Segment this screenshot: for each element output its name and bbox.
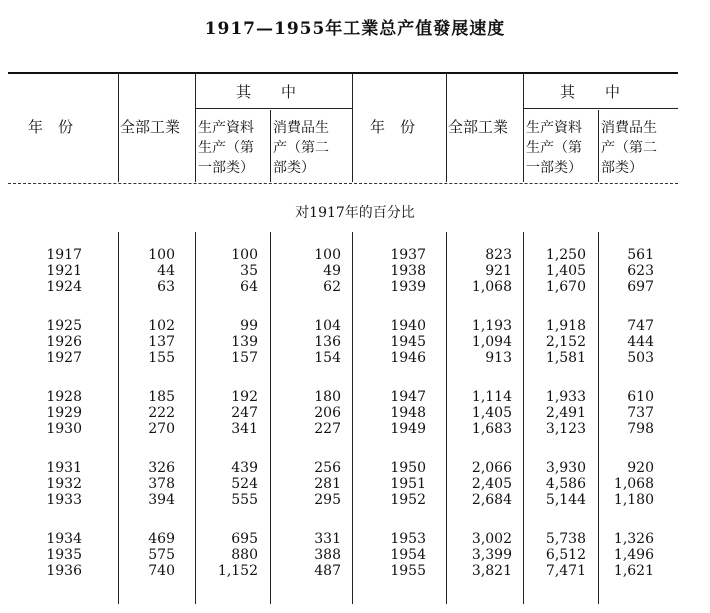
divider	[118, 232, 119, 604]
producer-cell: 5,738	[545, 531, 586, 547]
year-cell: 1950	[390, 460, 426, 476]
producer-cell: 35	[240, 263, 258, 279]
divider	[118, 74, 119, 182]
total-cell: 378	[148, 476, 175, 492]
year-cell: 1940	[390, 318, 426, 334]
consumer-cell: 295	[314, 492, 341, 508]
year-cell: 1935	[46, 547, 82, 563]
total-cell: 823	[485, 247, 512, 263]
year-cell: 1946	[390, 350, 426, 366]
consumer-cell: 798	[627, 421, 654, 437]
producer-cell: 695	[231, 531, 258, 547]
consumer-cell: 1,326	[613, 531, 654, 547]
divider	[523, 232, 524, 604]
divider	[195, 232, 196, 604]
year-cell: 1933	[46, 492, 82, 508]
producer-cell: 99	[240, 318, 258, 334]
producer-cell: 1,933	[545, 389, 586, 405]
total-cell: 469	[148, 531, 175, 547]
page-title: 1917—1955年工業总产值發展速度	[204, 19, 506, 39]
consumer-cell: 503	[627, 350, 654, 366]
consumer-header: 消費品生 产（第二 部类）	[601, 120, 657, 176]
total-cell: 3,821	[471, 563, 512, 579]
producer-cell: 4,586	[545, 476, 586, 492]
consumer-cell: 49	[323, 263, 341, 279]
year-cell: 1955	[390, 563, 426, 579]
year-cell: 1939	[390, 279, 426, 295]
consumer-cell: 281	[314, 476, 341, 492]
producer-cell: 439	[231, 460, 258, 476]
consumer-cell: 623	[627, 263, 654, 279]
year-cell: 1945	[390, 334, 426, 350]
year-cell: 1917	[46, 247, 82, 263]
total-cell: 2,066	[471, 460, 512, 476]
producer-cell: 2,491	[545, 405, 586, 421]
total-cell: 1,114	[471, 389, 512, 405]
total-cell: 100	[148, 247, 175, 263]
total-cell: 394	[148, 492, 175, 508]
year-header: 年 份	[28, 118, 74, 136]
producer-cell: 6,512	[545, 547, 586, 563]
total-cell: 1,094	[471, 334, 512, 350]
year-cell: 1937	[390, 247, 426, 263]
total-header: 全部工業	[120, 118, 181, 136]
top-rule	[8, 72, 678, 74]
consumer-cell: 227	[314, 421, 341, 437]
year-cell: 1931	[46, 460, 82, 476]
consumer-cell: 920	[627, 460, 654, 476]
producer-cell: 880	[231, 547, 258, 563]
producer-cell: 1,581	[545, 350, 586, 366]
total-cell: 3,002	[471, 531, 512, 547]
total-cell: 1,193	[471, 318, 512, 334]
consumer-cell: 62	[323, 279, 341, 295]
total-header: 全部工業	[448, 118, 509, 136]
year-cell: 1924	[46, 279, 82, 295]
consumer-cell: 697	[627, 279, 654, 295]
year-cell: 1948	[390, 405, 426, 421]
producer-cell: 157	[231, 350, 258, 366]
year-cell: 1936	[46, 563, 82, 579]
total-cell: 44	[157, 263, 175, 279]
year-cell: 1949	[390, 421, 426, 437]
year-cell: 1926	[46, 334, 82, 350]
divider	[598, 232, 599, 604]
year-cell: 1927	[46, 350, 82, 366]
consumer-cell: 388	[314, 547, 341, 563]
year-cell: 1951	[390, 476, 426, 492]
total-cell: 575	[148, 547, 175, 563]
consumer-cell: 1,180	[613, 492, 654, 508]
producer-cell: 5,144	[545, 492, 586, 508]
producer-cell: 3,930	[545, 460, 586, 476]
total-cell: 1,405	[471, 405, 512, 421]
total-cell: 921	[485, 263, 512, 279]
total-cell: 222	[148, 405, 175, 421]
year-cell: 1929	[46, 405, 82, 421]
producer-cell: 64	[240, 279, 258, 295]
consumer-cell: 206	[314, 405, 341, 421]
divider	[446, 232, 447, 604]
year-header: 年 份	[370, 118, 416, 136]
year-cell: 1925	[46, 318, 82, 334]
header-rule	[8, 183, 678, 184]
consumer-cell: 154	[314, 350, 341, 366]
divider	[270, 232, 271, 604]
producer-header: 生产資料 生产（第 一部类）	[198, 120, 254, 176]
divider	[352, 232, 353, 604]
consumer-cell: 256	[314, 460, 341, 476]
year-cell: 1952	[390, 492, 426, 508]
producer-cell: 1,670	[545, 279, 586, 295]
consumer-cell: 444	[627, 334, 654, 350]
total-cell: 740	[148, 563, 175, 579]
subheader-rule	[523, 108, 678, 109]
divider	[523, 74, 524, 182]
table-caption: 对1917年的百分比	[295, 205, 415, 221]
total-cell: 1,683	[471, 421, 512, 437]
total-cell: 63	[157, 279, 175, 295]
year-cell: 1932	[46, 476, 82, 492]
producer-cell: 3,123	[545, 421, 586, 437]
consumer-cell: 104	[314, 318, 341, 334]
year-cell: 1921	[46, 263, 82, 279]
producer-cell: 7,471	[545, 563, 586, 579]
total-cell: 913	[485, 350, 512, 366]
of-which-header: 其 中	[560, 83, 621, 101]
total-cell: 2,405	[471, 476, 512, 492]
total-cell: 3,399	[471, 547, 512, 563]
producer-cell: 139	[231, 334, 258, 350]
producer-cell: 341	[231, 421, 258, 437]
producer-cell: 247	[231, 405, 258, 421]
consumer-cell: 747	[627, 318, 654, 334]
consumer-cell: 1,068	[613, 476, 654, 492]
year-cell: 1928	[46, 389, 82, 405]
consumer-cell: 136	[314, 334, 341, 350]
total-cell: 1,068	[471, 279, 512, 295]
consumer-cell: 610	[627, 389, 654, 405]
consumer-cell: 487	[314, 563, 341, 579]
consumer-cell: 561	[627, 247, 654, 263]
divider	[446, 74, 447, 182]
producer-cell: 1,918	[545, 318, 586, 334]
consumer-header: 消費品生 产（第二 部类）	[273, 120, 329, 176]
consumer-cell: 100	[314, 247, 341, 263]
total-cell: 185	[148, 389, 175, 405]
consumer-cell: 180	[314, 389, 341, 405]
producer-cell: 555	[231, 492, 258, 508]
consumer-cell: 1,621	[613, 563, 654, 579]
total-cell: 102	[148, 318, 175, 334]
consumer-cell: 737	[627, 405, 654, 421]
year-cell: 1954	[390, 547, 426, 563]
producer-cell: 100	[231, 247, 258, 263]
divider	[352, 74, 353, 182]
consumer-cell: 1,496	[613, 547, 654, 563]
divider	[598, 110, 599, 182]
of-which-header: 其 中	[236, 83, 297, 101]
year-cell: 1930	[46, 421, 82, 437]
subheader-rule	[195, 108, 352, 109]
producer-header: 生产資料 生产（第 一部类）	[526, 120, 582, 176]
year-cell: 1947	[390, 389, 426, 405]
producer-cell: 1,405	[545, 263, 586, 279]
total-cell: 2,684	[471, 492, 512, 508]
total-cell: 137	[148, 334, 175, 350]
consumer-cell: 331	[314, 531, 341, 547]
divider	[270, 110, 271, 182]
producer-cell: 1,152	[217, 563, 258, 579]
total-cell: 326	[148, 460, 175, 476]
divider	[195, 74, 196, 182]
producer-cell: 192	[231, 389, 258, 405]
year-cell: 1938	[390, 263, 426, 279]
producer-cell: 2,152	[545, 334, 586, 350]
year-cell: 1934	[46, 531, 82, 547]
total-cell: 270	[148, 421, 175, 437]
year-cell: 1953	[390, 531, 426, 547]
producer-cell: 524	[231, 476, 258, 492]
total-cell: 155	[148, 350, 175, 366]
producer-cell: 1,250	[545, 247, 586, 263]
